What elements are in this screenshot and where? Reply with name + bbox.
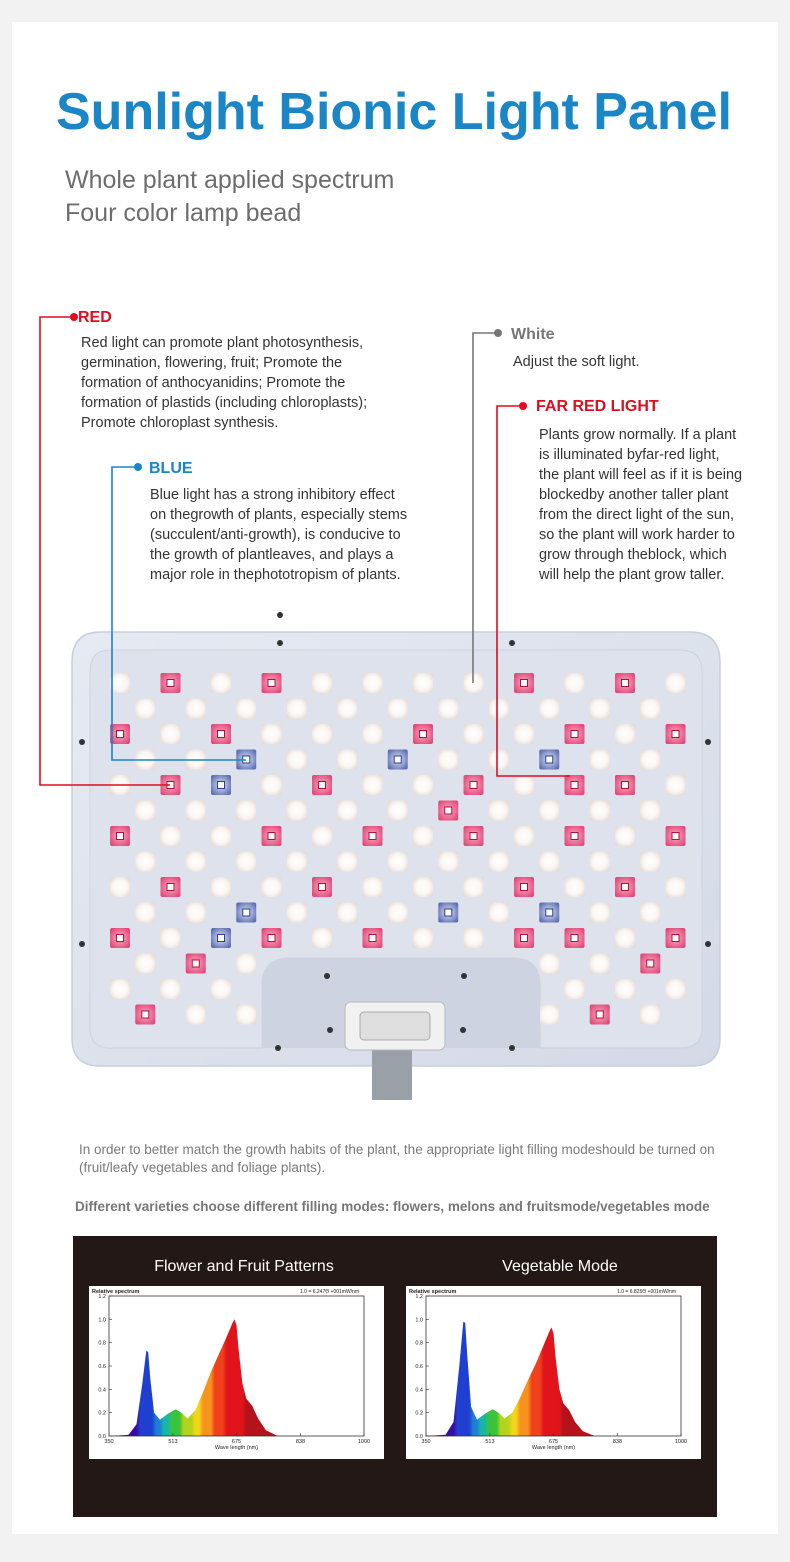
- red-desc-line: Red light can promote plant photosynthesis,: [81, 335, 364, 351]
- blue-leader-dot: [134, 463, 142, 471]
- blue-desc-line: the growth of plantleaves, and plays a: [150, 547, 394, 563]
- far-red-desc-line: Plants grow normally. If a plant: [539, 427, 737, 443]
- y-axis-label: Relative spectrum: [92, 1289, 140, 1295]
- far-red-leader-dot: [519, 402, 527, 410]
- red-desc-line: germination, flowering, fruit; Promote the: [81, 355, 343, 371]
- far-red-desc-line: grow through theblock, which: [539, 547, 727, 563]
- y-tick-label: 0.2: [98, 1410, 106, 1417]
- y-tick-label: 1.0: [98, 1317, 106, 1324]
- spectrum-chart-vegetable: [406, 1286, 701, 1459]
- y-tick-label: 0.0: [98, 1434, 106, 1440]
- y-axis-label: Relative spectrum: [409, 1289, 457, 1295]
- y-tick-label: 0.2: [415, 1410, 423, 1417]
- red-desc-line: Promote chloroplast synthesis.: [81, 415, 279, 431]
- subtitle-line-1: Whole plant applied spectrum: [65, 166, 395, 194]
- x-tick-label: 513: [168, 1439, 178, 1445]
- red-desc-line: formation of plastids (including chloroplasts);: [81, 395, 368, 411]
- y-tick-label: 0.6: [98, 1364, 106, 1370]
- white-desc-line: Adjust the soft light.: [513, 354, 640, 370]
- blue-desc-line: Blue light has a strong inhibitory effect: [150, 487, 395, 503]
- spectrum-chart-flower-fruit: [89, 1286, 384, 1459]
- x-tick-label: 675: [231, 1439, 242, 1445]
- y-tick-label: 0.8: [98, 1340, 106, 1347]
- far-red-desc-line: so the plant will work harder to: [539, 527, 735, 543]
- far-red-desc-line: blockedby another taller plant: [539, 487, 729, 503]
- blue-desc-line: (succulent/anti-growth), is conducive to: [150, 527, 401, 543]
- far-red-desc-line: will help the plant grow taller.: [539, 567, 725, 583]
- blue-leader-line: [112, 467, 246, 760]
- chart-title-vegetable: Vegetable Mode: [502, 1258, 618, 1275]
- x-tick-label: 350: [104, 1439, 114, 1445]
- far-red-desc-line: the plant will feel as if it is being: [539, 467, 743, 483]
- y-tick-label: 0.4: [98, 1387, 106, 1394]
- chart-scale-note: 1.0 = 6.247Θ +001mW/nm: [300, 1289, 359, 1295]
- far-red-desc-line: is illuminated byfar-red light,: [539, 447, 720, 463]
- red-heading: RED: [78, 309, 112, 326]
- red-desc-line: formation of anthocyanidins; Promote the: [81, 375, 346, 391]
- chart-scale-note: 1.0 = 6.825Θ +001mW/nm: [617, 1289, 676, 1295]
- white-leader-dot: [494, 329, 502, 337]
- y-tick-label: 1.2: [415, 1294, 423, 1300]
- far-red-heading: FAR RED LIGHT: [536, 398, 659, 415]
- blue-desc-line: on thegrowth of plants, especially stems: [150, 507, 408, 523]
- x-tick-label: 675: [548, 1439, 559, 1445]
- x-tick-label: 838: [612, 1439, 623, 1445]
- blue-desc-line: major role in thephototropism of plants.: [150, 567, 401, 583]
- white-heading: White: [511, 326, 555, 343]
- red-leader-dot: [70, 313, 78, 321]
- y-tick-label: 1.0: [415, 1317, 423, 1324]
- white-leader-line: [473, 333, 498, 683]
- modes-caption: Different varieties choose different filling modes: flowers, melons and fruitsmode/vegetables mode: [75, 1199, 710, 1214]
- y-tick-label: 0.6: [415, 1364, 423, 1370]
- x-tick-label: 1000: [674, 1439, 688, 1445]
- blue-heading: BLUE: [149, 460, 193, 477]
- far-red-leader-line: [497, 406, 570, 776]
- x-tick-label: 838: [295, 1439, 306, 1445]
- y-tick-label: 0.8: [415, 1340, 423, 1347]
- x-axis-label: Wave length (nm): [214, 1445, 259, 1451]
- x-tick-label: 1000: [357, 1439, 371, 1445]
- x-tick-label: 350: [421, 1439, 431, 1445]
- y-tick-label: 0.0: [415, 1434, 423, 1440]
- far-red-desc-line: from the direct light of the sun,: [539, 507, 735, 523]
- subtitle-line-2: Four color lamp bead: [65, 199, 302, 227]
- usage-note: In order to better match the growth habits of the plant, the appropriate light filling modeshould be turned on (fruit/leafy vegetables and foliage plants).: [79, 1142, 715, 1175]
- red-leader-line: [40, 317, 170, 785]
- page-title: Sunlight Bionic Light Panel: [56, 83, 732, 141]
- x-tick-label: 513: [485, 1439, 495, 1445]
- y-tick-label: 1.2: [98, 1294, 106, 1300]
- y-tick-label: 0.4: [415, 1387, 423, 1394]
- spectrum-charts-panel: [73, 1236, 717, 1517]
- chart-title-flower-fruit: Flower and Fruit Patterns: [154, 1258, 334, 1275]
- x-axis-label: Wave length (nm): [531, 1445, 576, 1451]
